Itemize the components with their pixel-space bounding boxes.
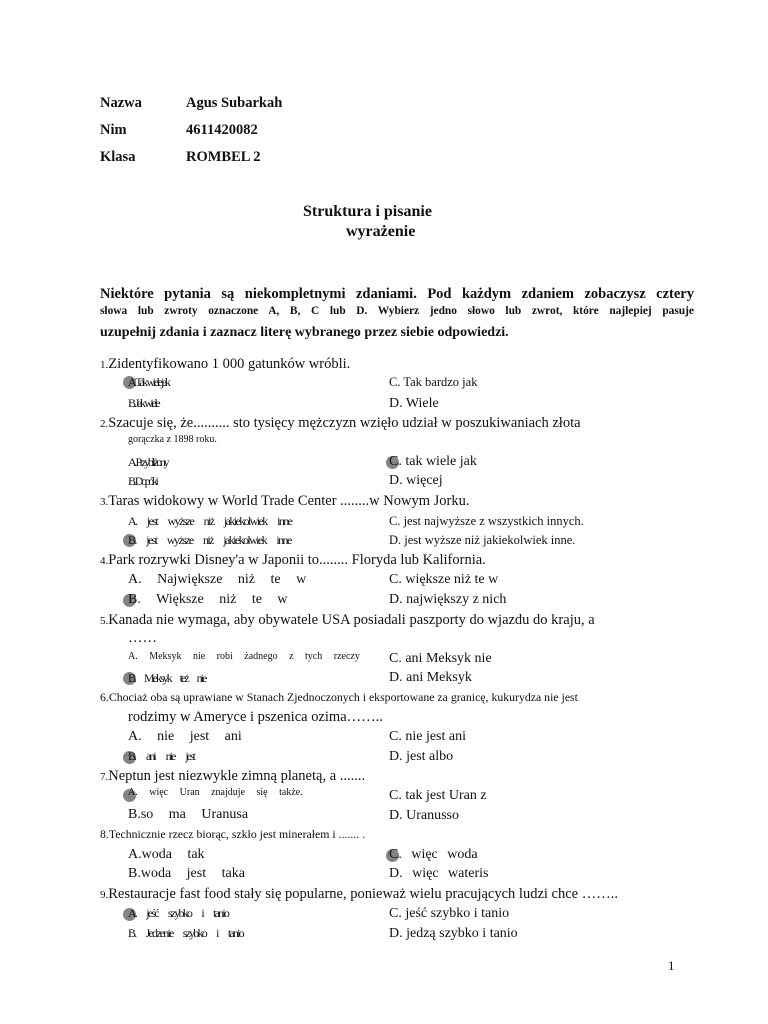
question-5-continuation: …… <box>128 630 157 646</box>
q2-option-d[interactable]: D. więcej <box>389 473 443 488</box>
question-9: 9.Restauracje fast food stały się popularne, ponieważ wielu pracujących ludzi chce …….. <box>100 886 618 902</box>
q4-option-a[interactable]: A. Największe niż te w <box>128 572 307 587</box>
question-4: 4.Park rozrywki Disney'a w Japonii to........ Floryda lub Kalifornia. <box>100 552 486 568</box>
name-value: Agus Subarkah <box>186 95 283 111</box>
q5-option-a[interactable]: A. Meksyk nie robi żadnego z tych rzeczy <box>128 651 360 662</box>
page-title: Struktura i pisanie <box>303 203 432 220</box>
q8-option-b[interactable]: B.woda jest taka <box>128 866 245 881</box>
q8-option-d[interactable]: D. więc wateris <box>389 866 489 881</box>
page-subtitle: wyrażenie <box>346 223 416 240</box>
q4-option-c[interactable]: C. większe niż te w <box>389 572 499 587</box>
question-6-continuation: rodzimy w Ameryce i pszenica ozima…….. <box>128 709 383 725</box>
q1-option-a[interactable]: A. Tak wiele jak <box>128 375 169 389</box>
q3-option-d[interactable]: D. jest wyższe niż jakiekolwiek inne. <box>389 533 576 547</box>
q1-option-b[interactable]: B. Jak wiele <box>128 396 159 410</box>
q6-option-a[interactable]: A. nie jest ani <box>128 729 242 744</box>
q7-option-b[interactable]: B.so ma Uranusa <box>128 807 249 822</box>
intro-line-2: słowa lub zwroty oznaczone A, B, C lub D. Wybierz jedno słowo lub zwrot, które najlepiej pasuje <box>100 305 694 317</box>
q7-option-d[interactable]: D. Uranusso <box>389 808 459 823</box>
question-8: 8.Technicznie rzecz biorąc, szkło jest minerałem i ....... . <box>100 827 366 841</box>
question-3: 3.Taras widokowy w World Trade Center ........w Nowym Jorku. <box>100 493 470 509</box>
q4-option-b[interactable]: B. Większe niż te w <box>128 592 288 607</box>
q3-option-a[interactable]: A. jest wyższe niż jakiekolwiek inne <box>128 514 292 528</box>
q6-option-d[interactable]: D. jest albo <box>389 749 454 764</box>
class-label: Klasa <box>100 149 136 165</box>
q5-option-c[interactable]: C. ani Meksyk nie <box>389 651 492 666</box>
q9-option-d[interactable]: D. jedzą szybko i tanio <box>389 926 518 941</box>
q9-option-b[interactable]: B. Jedzenie szybko i tanio <box>128 926 243 940</box>
question-2-continuation: gorączka z 1898 roku. <box>128 434 217 445</box>
q1-option-c[interactable]: C. Tak bardzo jak <box>389 375 478 389</box>
question-7: 7.Neptun jest niezwykle zimną planetą, a ....... <box>100 768 366 784</box>
q2-option-c[interactable]: C. tak wiele jak <box>389 454 477 469</box>
q8-option-a[interactable]: A.woda tak <box>128 847 205 862</box>
name-label: Nazwa <box>100 95 142 111</box>
intro-line-3: uzupełnij zdania i zaznacz literę wybranego przez siebie odpowiedzi. <box>100 325 509 340</box>
q3-option-b[interactable]: B. jest wyższe niż jakiekolwiek inne <box>128 533 291 547</box>
intro-line-1: Niektóre pytania są niekompletnymi zdaniami. Pod każdym zdaniem zobaczysz cztery <box>100 286 694 302</box>
q5-option-b[interactable]: B. Meksyk też nie <box>128 671 206 685</box>
q9-option-a[interactable]: A. jeść szybko i tanio <box>128 906 229 920</box>
q1-option-d[interactable]: D. Wiele <box>389 396 439 411</box>
q3-option-c[interactable]: C. jest najwyższe z wszystkich innych. <box>389 514 584 528</box>
question-5: 5.Kanada nie wymaga, aby obywatele USA posiadali paszporty do wjazdu do kraju, a <box>100 612 595 628</box>
q7-option-c[interactable]: C. tak jest Uran z <box>389 788 487 803</box>
q9-option-c[interactable]: C. jeść szybko i tanio <box>389 906 510 921</box>
q2-option-b[interactable]: B. Dopóki <box>128 474 157 488</box>
q7-option-a[interactable]: A. więc Uran znajduje się także. <box>128 787 303 798</box>
page-number: 1 <box>668 958 675 973</box>
question-2: 2.Szacuje się, że.......... sto tysięcy mężczyzn wzięło udział w poszukiwaniach złota <box>100 415 581 431</box>
nim-label: Nim <box>100 122 127 138</box>
class-value: ROMBEL 2 <box>186 149 261 165</box>
q2-option-a[interactable]: A. Przybliżony <box>128 455 168 469</box>
question-6: 6.Chociaż oba są uprawiane w Stanach Zjednoczonych i eksportowane za granicę, kukurydza nie jest <box>100 690 578 704</box>
nim-value: 4611420082 <box>186 122 258 138</box>
q6-option-b[interactable]: B. ani nie jest <box>128 749 194 763</box>
q6-option-c[interactable]: C. nie jest ani <box>389 729 466 744</box>
q5-option-d[interactable]: D. ani Meksyk <box>389 670 472 685</box>
question-1: 1.Zidentyfikowano 1 000 gatunków wróbli. <box>100 356 351 372</box>
q4-option-d[interactable]: D. największy z nich <box>389 592 507 607</box>
q8-option-c[interactable]: C. więc woda <box>389 847 478 862</box>
